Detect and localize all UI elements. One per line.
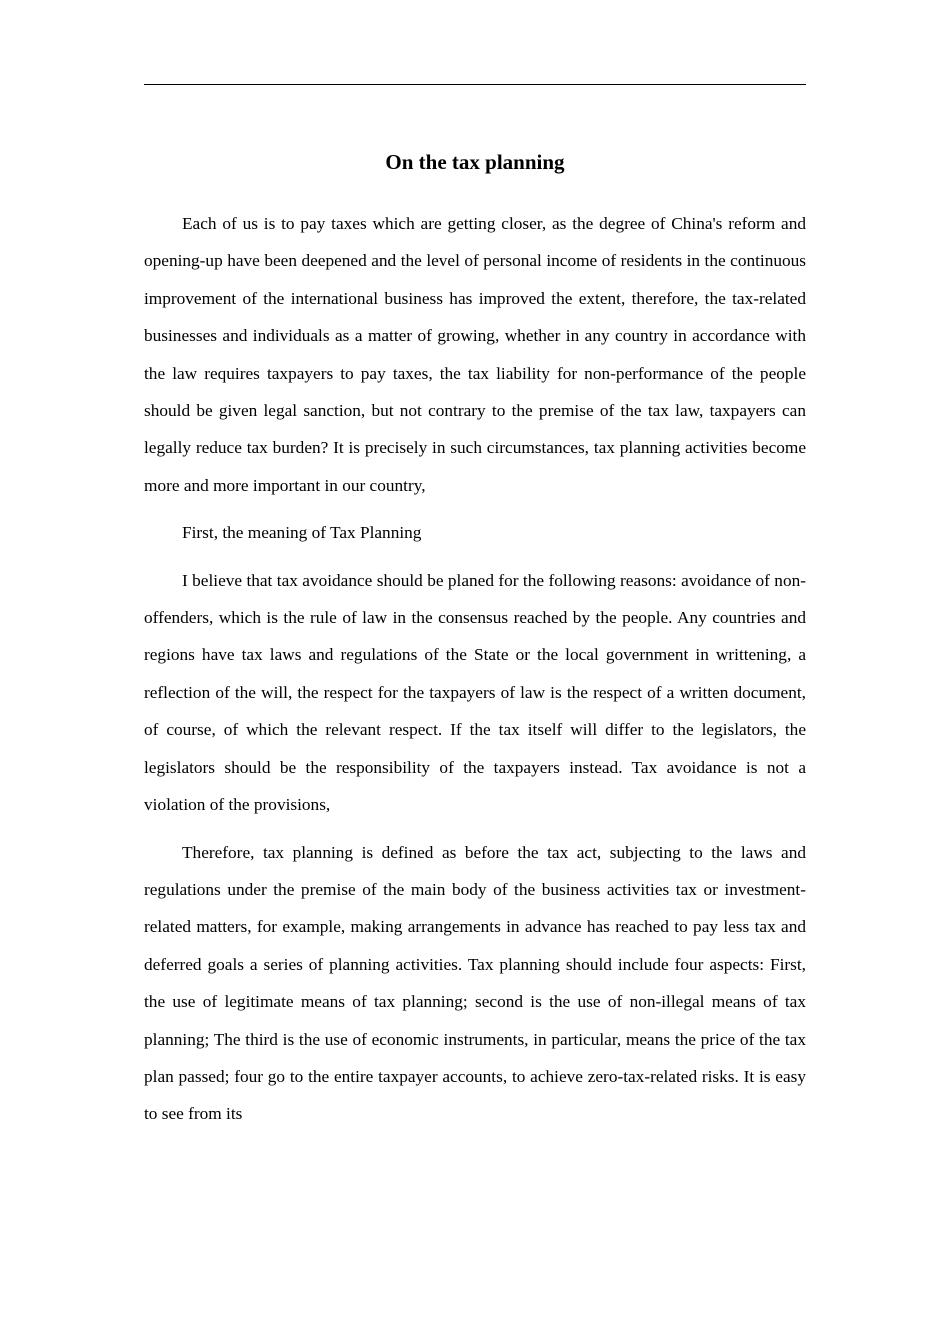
section-heading: First, the meaning of Tax Planning (182, 523, 422, 543)
document-body (144, 205, 806, 1143)
header-rule (144, 84, 806, 85)
paragraph-intro: Each of us is to pay taxes which are getting closer, as the degree of China's reform and opening-up have been deepened and the level of personal income of residents in the continuous improvement of the international business has improved the extent, therefore, the tax-related businesses and individuals as a matter of growing, whether in any country in accordance with the law requires taxpayers to pay taxes, the tax liability for non-performance of the people should be given legal sanction, but not contrary to the premise of the tax law, taxpayers can legally reduce tax burden? It is precisely in such circumstances, tax planning activities become more and more important in our country, (144, 214, 806, 495)
document-title: On the tax planning (385, 150, 565, 174)
paragraph-tax-avoidance: I believe that tax avoidance should be planed for the following reasons: avoidance of non-offenders, which is the rule of law in the consensus reached by the people. Any countries and regions have tax laws and regulations of the State or the local government in writtening, a reflection of the will, the respect for the taxpayers of law is the respect of a written document, of course, of which the relevant respect. If the tax itself will differ to the legislators, the legislators should be the responsibility of the taxpayers instead. Tax avoidance is not a violation of the provisions, (144, 570, 806, 815)
paragraph-tax-planning-definition: Therefore, tax planning is defined as before the tax act, subjecting to the laws and regulations under the premise of the main body of the business activities tax or investment-related matters, for example, making arrangements in advance has reached to pay less tax and deferred goals a series of planning activities. Tax planning should include four aspects: First, the use of legitimate means of tax planning; second is the use of non-illegal means of tax planning; The third is the use of economic instruments, in particular, means the price of the tax plan passed; four go to the entire taxpayer accounts, to achieve zero-tax-related risks. It is easy to see from its (144, 842, 806, 1124)
